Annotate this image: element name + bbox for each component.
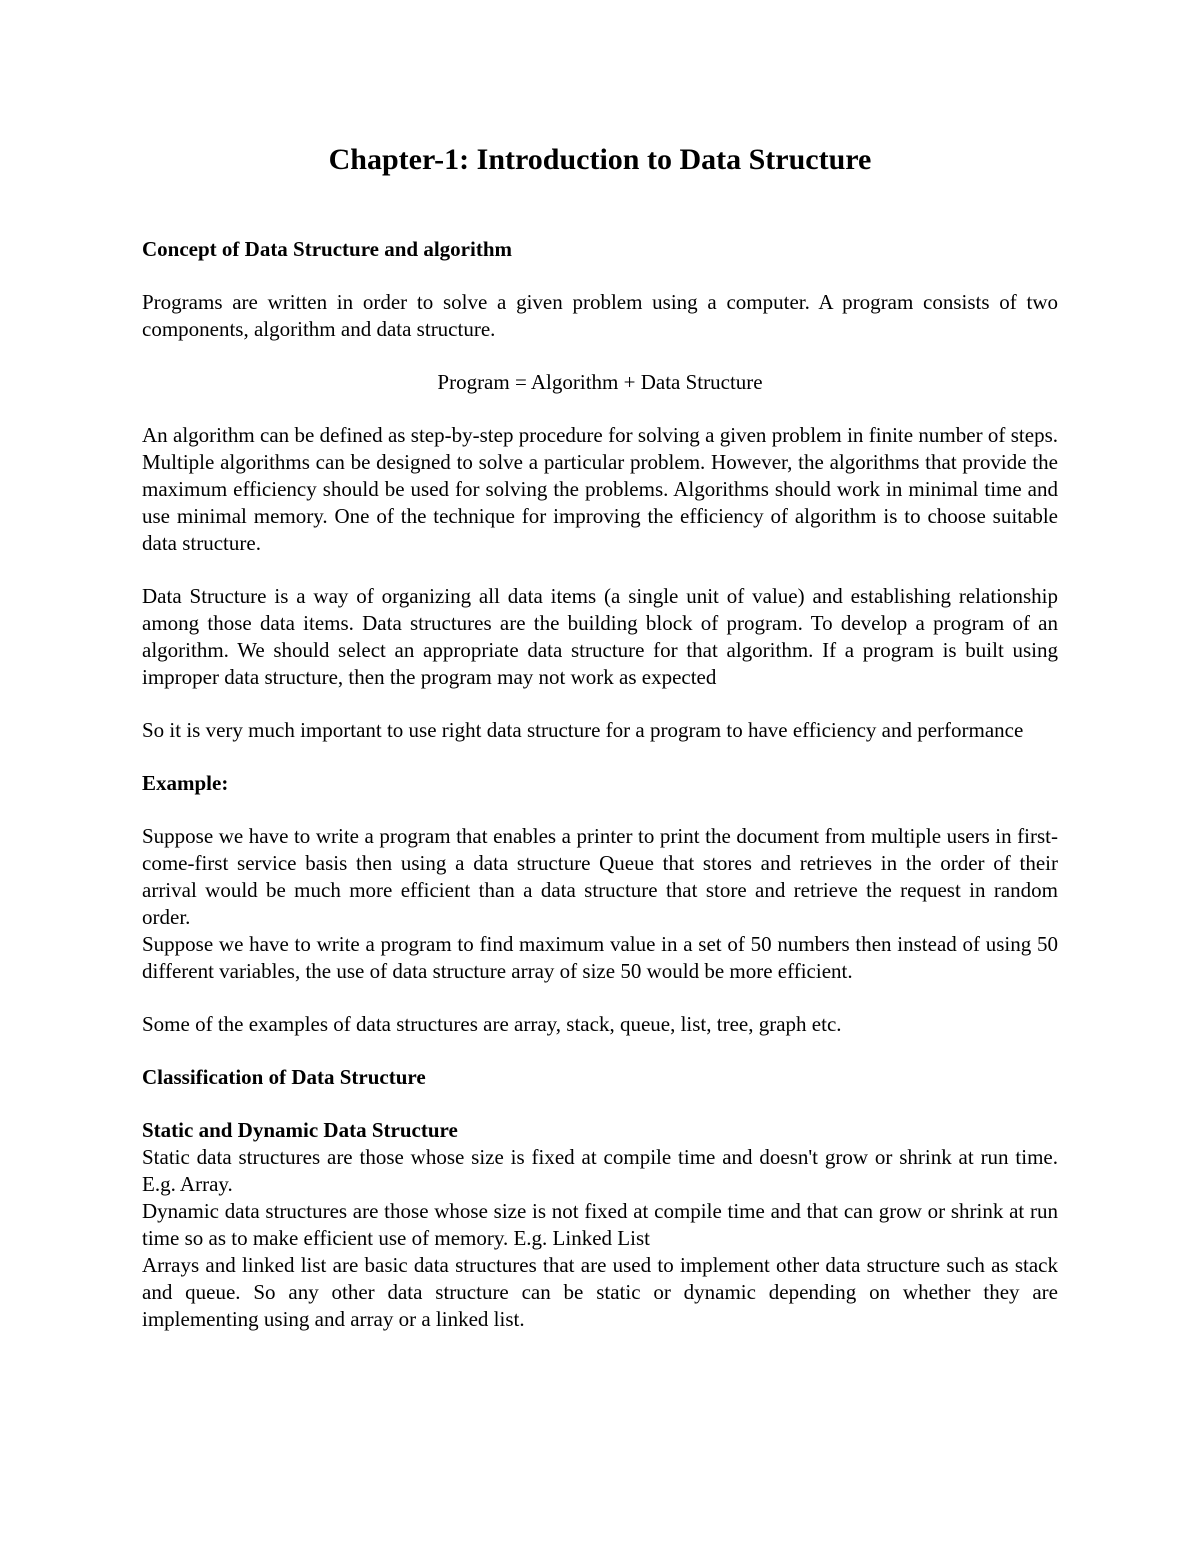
paragraph-algorithm: An algorithm can be defined as step-by-step procedure for solving a given problem in finite number of steps. Multiple algorithms can be designed to solve a particular problem. However, the algorithms that provide the maximum efficiency should be used for solving the problems. Algorithms should work in minimal time and use minimal memory. One of the technique for improving the efficiency of algorithm is to choose suitable data structure.: [142, 423, 1058, 555]
paragraph-static: Static data structures are those whose size is fixed at compile time and doesn't grow or shrink at run time. E.g. Array.: [142, 1145, 1058, 1196]
document-page: [142, 138, 1058, 1333]
section-heading-classification: Classification of Data Structure: [142, 1065, 426, 1089]
paragraph-example-printer: Suppose we have to write a program that enables a printer to print the document from multiple users in first-come-first service basis then using a data structure Queue that stores and retrieves in the order of their arrival would be much more efficient than a data structure that store and retrieve the request in random order.: [142, 824, 1058, 929]
paragraph-dynamic: Dynamic data structures are those whose size is not fixed at compile time and that can grow or shrink at run time so as to make efficient use of memory. E.g. Linked List: [142, 1199, 1058, 1250]
page-title: Chapter-1: Introduction to Data Structure: [328, 143, 872, 176]
paragraph-importance: So it is very much important to use right data structure for a program to have efficiency and performance: [142, 718, 1024, 742]
section-heading-example: Example:: [142, 771, 229, 795]
section-heading-concept: Concept of Data Structure and algorithm: [142, 237, 513, 261]
formula-program: Program = Algorithm + Data Structure: [437, 370, 763, 394]
paragraph-programs: Programs are written in order to solve a given problem using a computer. A program consists of two components, algorithm and data structure.: [142, 290, 1058, 341]
paragraph-arrays-linked-list: Arrays and linked list are basic data structures that are used to implement other data structure such as stack and queue. So any other data structure can be static or dynamic depending on whether they are implementing using and array or a linked list.: [142, 1253, 1058, 1331]
paragraph-example-array: Suppose we have to write a program to find maximum value in a set of 50 numbers then instead of using 50 different variables, the use of data structure array of size 50 would be more efficient.: [142, 932, 1058, 983]
paragraph-examples-list: Some of the examples of data structures are array, stack, queue, list, tree, graph etc.: [142, 1012, 842, 1036]
subheading-static-dynamic: Static and Dynamic Data Structure: [142, 1118, 458, 1142]
paragraph-data-structure: Data Structure is a way of organizing all data items (a single unit of value) and establishing relationship among those data items. Data structures are the building block of program. To develop a program of an algorithm. We should select an appropriate data structure for that algorithm. If a program is built using improper data structure, then the program may not work as expected: [142, 584, 1058, 689]
